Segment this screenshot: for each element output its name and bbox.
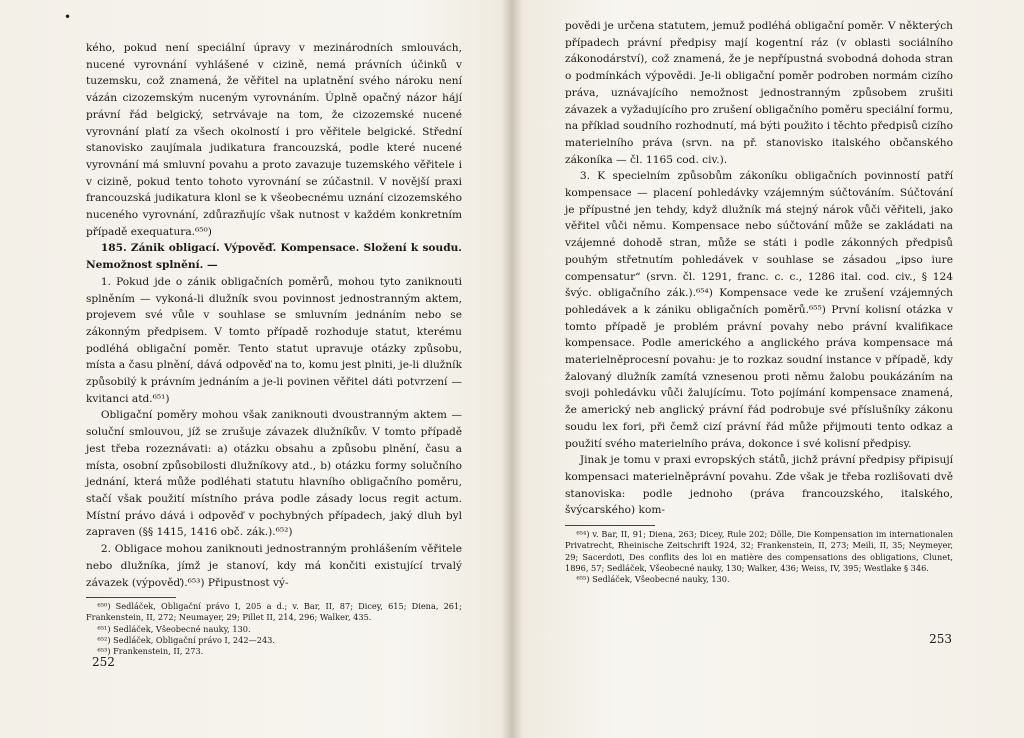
footnote-rule xyxy=(565,525,655,526)
right-footnotes xyxy=(565,529,953,585)
footnote-650: ⁶⁵⁰) Sedláček, Obligační právo I, 205 a d.; v. Bar, II, 87; Dicey, 615; Diena, 261; Frankenstein, II, 272; Neumayer, 29; Pillet II, 214, 296; Walker, 435. xyxy=(86,601,462,623)
footnote-652: ⁶⁵²) Sedláček, Obligační právo I, 242—243. xyxy=(97,634,275,645)
left-paragraph-2: 1. Pokud jde o zánik obligačních poměrů, mohou tyto zaniknouti splněním — vykoná-li dlužník svou povinnost jednostranným aktem, projevem své vůle v souhlase se smluvním jednáním nebo se zákonným předpisem. V tomto případě rozhoduje statut, kterému podléhá obligační poměr. Tento statut upravuje otázky způsobu, místa a času plnění, dává odpověď na to, komu jest plniti, je-li dlužník způsobilý k právním jednáním a je-li povinen věřitel dáti potvrzení — kvitanci atd.⁶⁵¹) xyxy=(86,275,462,405)
footnote-653: ⁶⁵³) Frankenstein, II, 273. xyxy=(97,646,204,657)
footnote-655: ⁶⁵⁵) Sedláček, Všeobecné nauky, 130. xyxy=(576,573,730,584)
right-page xyxy=(512,0,1024,738)
right-paragraph-1: povědi je určena statutem, jemuž podléhá obligační poměr. V některých případech právní předpisy mají kogentní ráz (v oblasti sociálního zákonodárství), což znamená, že je nepřípustná svobodná dohoda stran o podmínkách výpovědi. Je-li obligační poměr podroben normám cizího práva, uznávajícího nemožnost jednostranným způsobem zrušiti závazek a vyžadujícího pro zrušení obligačního poměru speciální formu, na příklad soudního rozhodnutí, má býti použito i těchto předpisů cizího materielního práva (srvn. na př. stanovisko italského občanského zákoníka — čl. 1165 cod. civ.). xyxy=(565,20,953,166)
left-footnotes xyxy=(86,601,462,657)
section-heading-185: 185. Zánik obligací. Výpověď. Kompensace. Složení k soudu. Nemožnost splnění. — xyxy=(86,242,462,272)
left-paragraph-1: kého, pokud není speciální úpravy v mezinárodních smlouvách, nucené vyrovnání vyhlášené v cizině, nemá právních účinků v tuzemsku, což znamená, že věřitel na uplatnění svého nároku není vázán cizozemským nuceným vyrovnáním. Úplně opačný názor hájí právní řád belgický, setrvávaje na tom, že cizozemské nucené vyrovnání platí za všech okolností i pro věřitele belgické. Střední stanovisko zaujímala judikatura francouzská, podle které nucené vyrovnání má smluvní povahu a proto zavazuje tuzemského věřitele i v cizině, pokud tento tohoto vyrovnání se zúčastnil. V novější praxi francouzská judikatura klonl se k všeobecnému uznání cizozemského nuceného vyrovnání, zdůrazňujíc však nutnost v každém konkretním případě exequatura.⁶⁵⁰) xyxy=(86,42,462,238)
left-page-body xyxy=(86,40,462,657)
footnote-651: ⁶⁵¹) Sedláček, Všeobecné nauky, 130. xyxy=(97,623,251,634)
right-paragraph-3: Jinak je tomu v praxi evropských států, jichž právní předpisy připisují kompensaci materielněprávní povahu. Zde však je třeba rozlišovati dvě stanoviska: podle jednoho (práva francouzského, italského, švýcarského) kom- xyxy=(565,454,953,517)
footnote-rule xyxy=(86,597,176,598)
corner-mark: • xyxy=(64,10,72,24)
right-paragraph-2: 3. K specielním způsobům zákoníku obligačních povinností patří kompensace — placení pohledávky vzájemným súčtováním. Súčtování je přípustné jen tehdy, když dlužník má stejný nárok vůči věřiteli, jako věřitel vůči němu. Kompensace nebo súčtování může se zakládati na vzájemné dohodě stran, může se státi i podle zákonných předpisů pouhým střetnutím pohledávek v souhlase se zásadou „ipso iure compensatur“ (srvn. čl. 1291, franc. c. c., 1286 ital. cod. civ., § 124 švýc. obligačního zák.).⁶⁵⁴) Kompensace vede ke zrušení vzájemných pohledávek a k zániku obligačních poměrů.⁶⁵⁵) První kolisní otázka v tomto případě je problém právní povahy nebo právní kvalifikace kompensace. Podle amerického a anglického práva kompensace má materielněprocesní povahu: je to rozkaz soudní instance v případě, kdy žalovaný dlužník zamítá vznesenou proti němu žalobu poukázáním na svoji pohledávku vůči žalujícímu. Toto pojímání kompensace znamená, že americký neb anglický právní řád podrobuje své příslušníky zákonu soudu lex fori, při čemž cizí právní řád může přijmouti tento odkaz a použití svého materielního práva, dokonce i své kolisní předpisy. xyxy=(565,170,953,450)
page-number-left: 252 xyxy=(92,655,115,669)
left-paragraph-3: Obligační poměry mohou však zaniknouti dvoustranným aktem — soluční smlouvou, jíž se zrušuje závazek dlužníkův. V tomto případě jest třeba rozeznávati: a) otázku obsahu a způsobu plnění, času a místa, osobní způsobilosti dlužníkovy atd., b) otázku formy solučního jednání, která může podléhati statutu hlavního obligačního poměru, stačí však použití místního práva podle zásady locus regit actum. Místní právo dává i odpověď v pochybných případech, jaký dluh byl zapraven (§§ 1415, 1416 obč. zák.).⁶⁵²) xyxy=(86,409,462,539)
left-paragraph-4: 2. Obligace mohou zaniknouti jednostranným prohlášením věřitele nebo dlužníka, jímž je stanoví, kdy má končiti existující trvalý závazek (výpověď).⁶⁵³) Připustnost vý- xyxy=(86,543,462,589)
right-page-body xyxy=(565,18,953,585)
footnote-654: ⁶⁵⁴) v. Bar, II, 91; Diena, 263; Dicey, Rule 202; Dölle, Die Kompensation im internationalen Privatrecht, Rheinische Zeitschrift 1924, 32; Frankenstein, II, 273; Meili, II, 35; Neymeyer, 29; Sacerdoti, Des conflits des loi en matière des compensations des obligations, Clunet, 1896, 57; Sedláček, Všeobecné nauky, 130; Walker, 436; Weiss, IV, 395; Westlake § 346. xyxy=(565,529,953,573)
page-number-right: 253 xyxy=(929,632,952,646)
